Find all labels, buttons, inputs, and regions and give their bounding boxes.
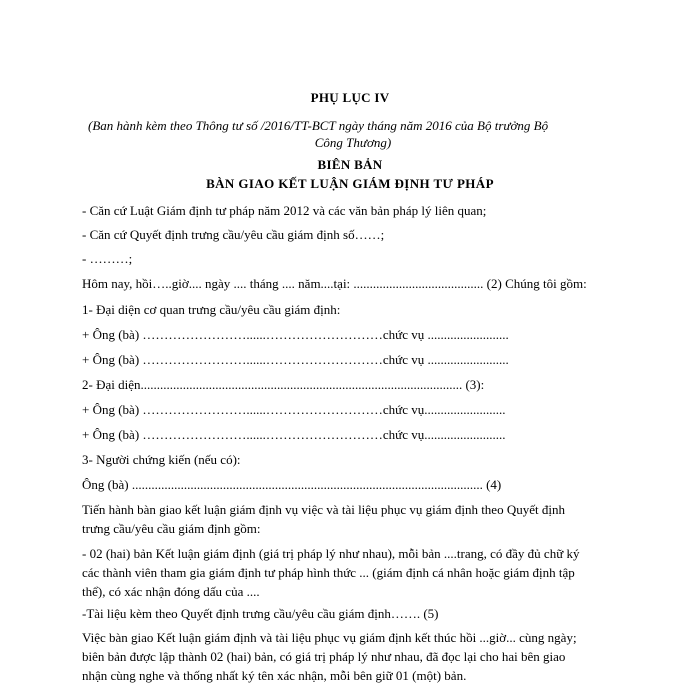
appendix-title: PHỤ LỤC IV [310, 90, 390, 105]
handover-line-2: trưng cầu/yêu cầu giám định gồm: [82, 521, 261, 536]
section-1-person-1: + Ông (bà) ……………………......………………………chức vụ ......................... [82, 327, 509, 342]
closing-line-2: biên bản được lập thành 02 (hai) bản, có giá trị pháp lý như nhau, đã đọc lại cho hai bên giao [82, 649, 566, 664]
closing-paragraph [82, 628, 622, 685]
section-1-heading: 1- Đại diện cơ quan trưng cầu/yêu cầu giám định: [82, 302, 341, 317]
record-title: BIÊN BẢN [317, 157, 383, 172]
legal-basis-line-1: - Căn cứ Luật Giám định tư pháp năm 2012 và các văn bản pháp lý liên quan; [82, 203, 487, 218]
issuance-note-line-2: Công Thương) [314, 135, 392, 150]
copies-line-1: - 02 (hai) bản Kết luận giám định (giá trị pháp lý như nhau), mỗi bản ....trang, có đầy đủ chữ ký [82, 546, 580, 561]
meeting-time-line: Hôm nay, hồi…..giờ.... ngày .... tháng .... năm....tại: ........................................ (2) Chúng tôi gồm: [82, 276, 587, 291]
section-1-person-2: + Ông (bà) ……………………......………………………chức vụ ......................... [82, 352, 509, 367]
section-3-heading: 3- Người chứng kiến (nếu có): [82, 452, 241, 467]
closing-line-3: nhận cùng nghe và thống nhất ký tên xác nhận, mỗi bên giữ 01 (một) bản. [82, 668, 467, 683]
handover-line-1: Tiến hành bàn giao kết luận giám định vụ việc và tài liệu phục vụ giám định theo Quyết định [82, 502, 565, 517]
issuance-note [88, 117, 618, 151]
main-title: BÀN GIAO KẾT LUẬN GIÁM ĐỊNH TƯ PHÁP [206, 176, 494, 191]
issuance-note-line-1: (Ban hành kèm theo Thông tư số /2016/TT-BCT ngày tháng năm 2016 của Bộ trưởng Bộ [88, 118, 549, 133]
section-2-person-1: + Ông (bà) ……………………......………………………chức vụ......................... [82, 402, 506, 417]
copies-line-2: các thành viên tham gia giám định tư pháp hình thức ... (giám định cá nhân hoặc giám định tập [82, 565, 575, 580]
copies-paragraph [82, 544, 622, 601]
section-2-heading: 2- Đại diện................................................................................................... (3): [82, 377, 485, 392]
copies-line-3: thể), có xác nhận đóng dấu của .... [82, 584, 260, 599]
legal-basis-line-2: - Căn cứ Quyết định trưng cầu/yêu cầu giám định số……; [82, 227, 385, 242]
legal-basis-line-3: - ………; [82, 251, 133, 266]
attachments-line: -Tài liệu kèm theo Quyết định trưng cầu/yêu cầu giám định……. (5) [82, 606, 439, 621]
handover-paragraph [82, 500, 622, 538]
closing-line-1: Việc bàn giao Kết luận giám định và tài liệu phục vụ giám định kết thúc hồi ...giờ... cùng ngày; [82, 630, 577, 645]
witness-line: Ông (bà) ............................................................................................................ (4) [82, 477, 502, 492]
section-2-person-2: + Ông (bà) ……………………......………………………chức vụ......................... [82, 427, 506, 442]
